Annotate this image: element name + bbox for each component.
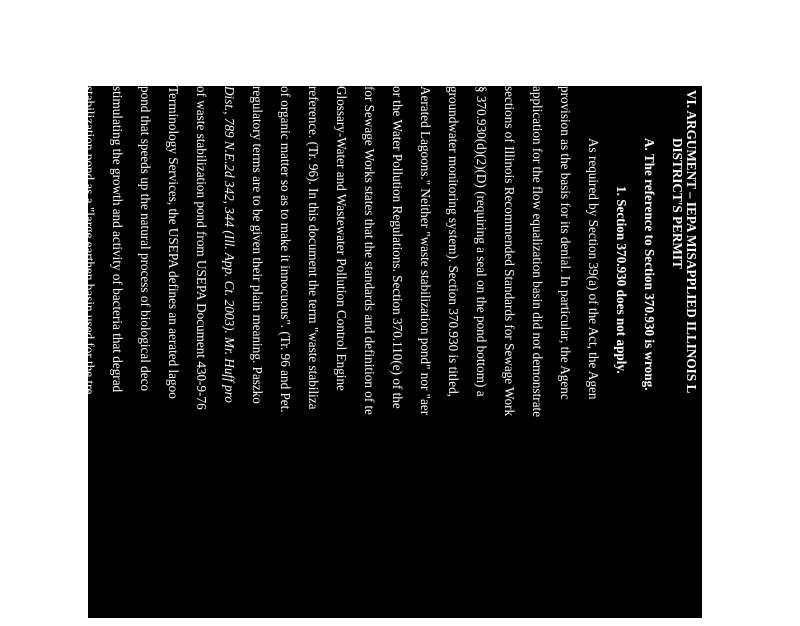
word: processes bbox=[54, 86, 69, 137]
body-line: stimulating the growth and activity of bacteria that degrad bbox=[110, 86, 125, 393]
body-line: Aerated Lagoons." Neither "waste stabilization pond" nor "aer bbox=[418, 86, 433, 416]
rotated-page-content bbox=[54, 86, 702, 626]
word: use bbox=[54, 425, 69, 444]
body-line: application for the flow equalization basin did not demonstrate bbox=[530, 86, 545, 418]
subheading-a: A. The reference to Section 370.930 is wrong. bbox=[642, 138, 657, 391]
section-heading-continued: DISTRICT'S PERMIT bbox=[670, 138, 685, 269]
body-line: sections of Illinois Recommended Standards for Sewage Work bbox=[502, 86, 517, 417]
body-line-justified bbox=[54, 86, 68, 626]
body-line: § 370.930(d)(2)(D) (requiring a seal on the pond bottom) a bbox=[474, 86, 489, 397]
body-line: As required by Section 39(a) of the Act, the Agen bbox=[586, 138, 601, 400]
body-line-citation: Dist., 789 N.E.2d 342, 344 (Ill. App. Ct. 2003). Mr. Huff pro bbox=[222, 86, 237, 403]
body-line: of waste stabilization pond from USEPA Document 430-9-76 bbox=[194, 86, 209, 410]
body-line: groundwater monitoring system). Section 370.930 is titled, bbox=[446, 86, 461, 397]
body-line: for Sewage Works states that the standards and definition of te bbox=[362, 86, 377, 416]
body-line: Terminology Services, the USEPA defines an aerated lagoo bbox=[166, 86, 181, 399]
subheading-1: 1. Section 370.930 does not apply. bbox=[614, 186, 629, 374]
body-line: Glossary-Water and Wastewater Pollution Control Engine bbox=[334, 86, 349, 391]
body-line: of organic matter so as to make it innocuous". (Tr. 96 and Pet. bbox=[278, 86, 293, 413]
body-line: pond that speeds up the natural process of biological deco bbox=[138, 86, 153, 392]
word: the bbox=[54, 335, 69, 352]
body-line: reference. (Tr. 96). In this document the term "waste stabiliza bbox=[306, 86, 321, 410]
body-line: stabilization pond as a "large earthen basin used for the tre bbox=[82, 86, 97, 395]
word: both bbox=[54, 602, 69, 626]
word: of bbox=[54, 517, 69, 529]
word: involving bbox=[54, 210, 69, 262]
body-line: or the Water Pollution Regulations. Section 370.110(e) of the bbox=[390, 86, 405, 409]
body-line: regulatory terms are to be given their plain meaning. Paszko bbox=[250, 86, 265, 404]
section-heading: VI. ARGUMENT – IEPA MISAPPLIED ILLINOIS L bbox=[684, 90, 699, 394]
body-line: provision as the basis for its denial. In particular, the Agenc bbox=[558, 86, 573, 400]
scanned-page bbox=[54, 86, 702, 626]
